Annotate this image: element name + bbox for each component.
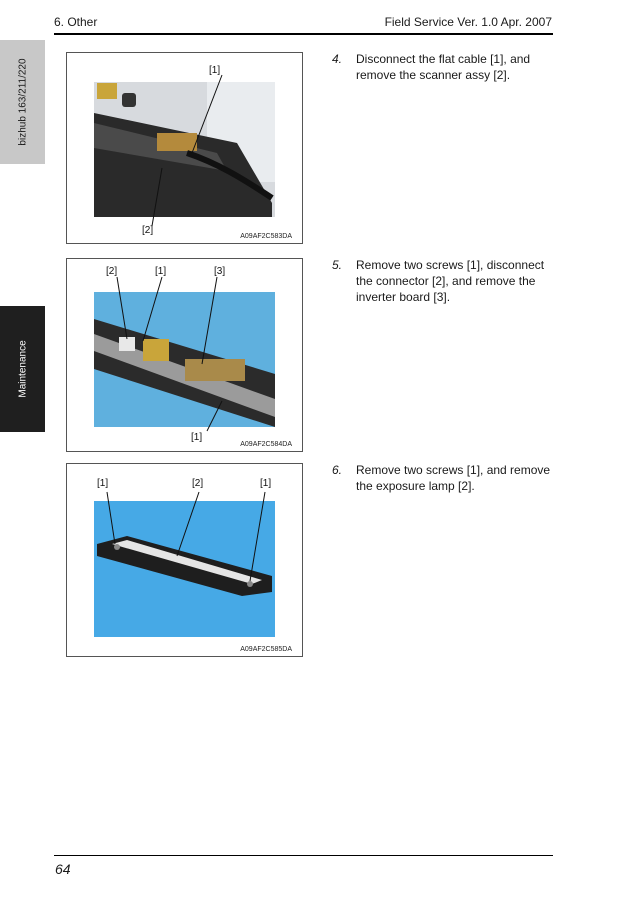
figure-1-callout-2: [2] — [142, 225, 154, 236]
figure-2-code: A09AF2C584DA — [240, 441, 292, 448]
step-5-text: Remove two screws [1], disconnect the connector [2], and remove the inverter board [3]. — [356, 258, 545, 304]
figure-inverter-board — [66, 258, 303, 452]
step-5-number: 5. — [332, 258, 343, 272]
step-6-number: 6. — [332, 463, 343, 477]
figure-2-callout-screw-top: [1] — [155, 266, 167, 277]
page-number: 64 — [55, 861, 71, 877]
inverter-board-photo — [67, 259, 302, 451]
figure-1-code: A09AF2C583DA — [240, 233, 292, 240]
step-6-text: Remove two screws [1], and remove the exposure lamp [2]. — [356, 463, 551, 493]
footer-rule — [54, 855, 553, 856]
maintenance-side-tab — [0, 306, 45, 432]
model-side-tab-label: bizhub 163/211/220 — [17, 58, 28, 146]
step-4 — [332, 51, 562, 83]
step-4-text: Disconnect the flat cable [1], and remove the scanner assy [2]. — [356, 52, 531, 82]
figure-3-callout-screw-left: [1] — [97, 478, 109, 489]
exposure-lamp-photo — [67, 464, 302, 656]
model-side-tab — [0, 40, 45, 164]
scanner-assy-photo — [67, 53, 302, 243]
header-manual-version: Field Service Ver. 1.0 Apr. 2007 — [384, 15, 552, 29]
figure-scanner-assy — [66, 52, 303, 244]
figure-2-callout-inverter: [3] — [214, 266, 226, 277]
figure-2-callout-screw-bottom: [1] — [191, 432, 203, 443]
figure-3-callout-screw-right: [1] — [260, 478, 272, 489]
figure-1-callout-1: [1] — [209, 65, 221, 76]
header-section-title: 6. Other — [54, 15, 98, 29]
step-4-number: 4. — [332, 52, 343, 66]
maintenance-side-tab-label: Maintenance — [17, 340, 28, 398]
figure-exposure-lamp — [66, 463, 303, 657]
figure-3-callout-lamp: [2] — [192, 478, 204, 489]
header-rule — [54, 33, 553, 35]
step-6 — [332, 462, 562, 494]
step-5 — [332, 257, 562, 305]
figure-3-code: A09AF2C585DA — [240, 646, 292, 653]
figure-2-callout-connector: [2] — [106, 266, 118, 277]
